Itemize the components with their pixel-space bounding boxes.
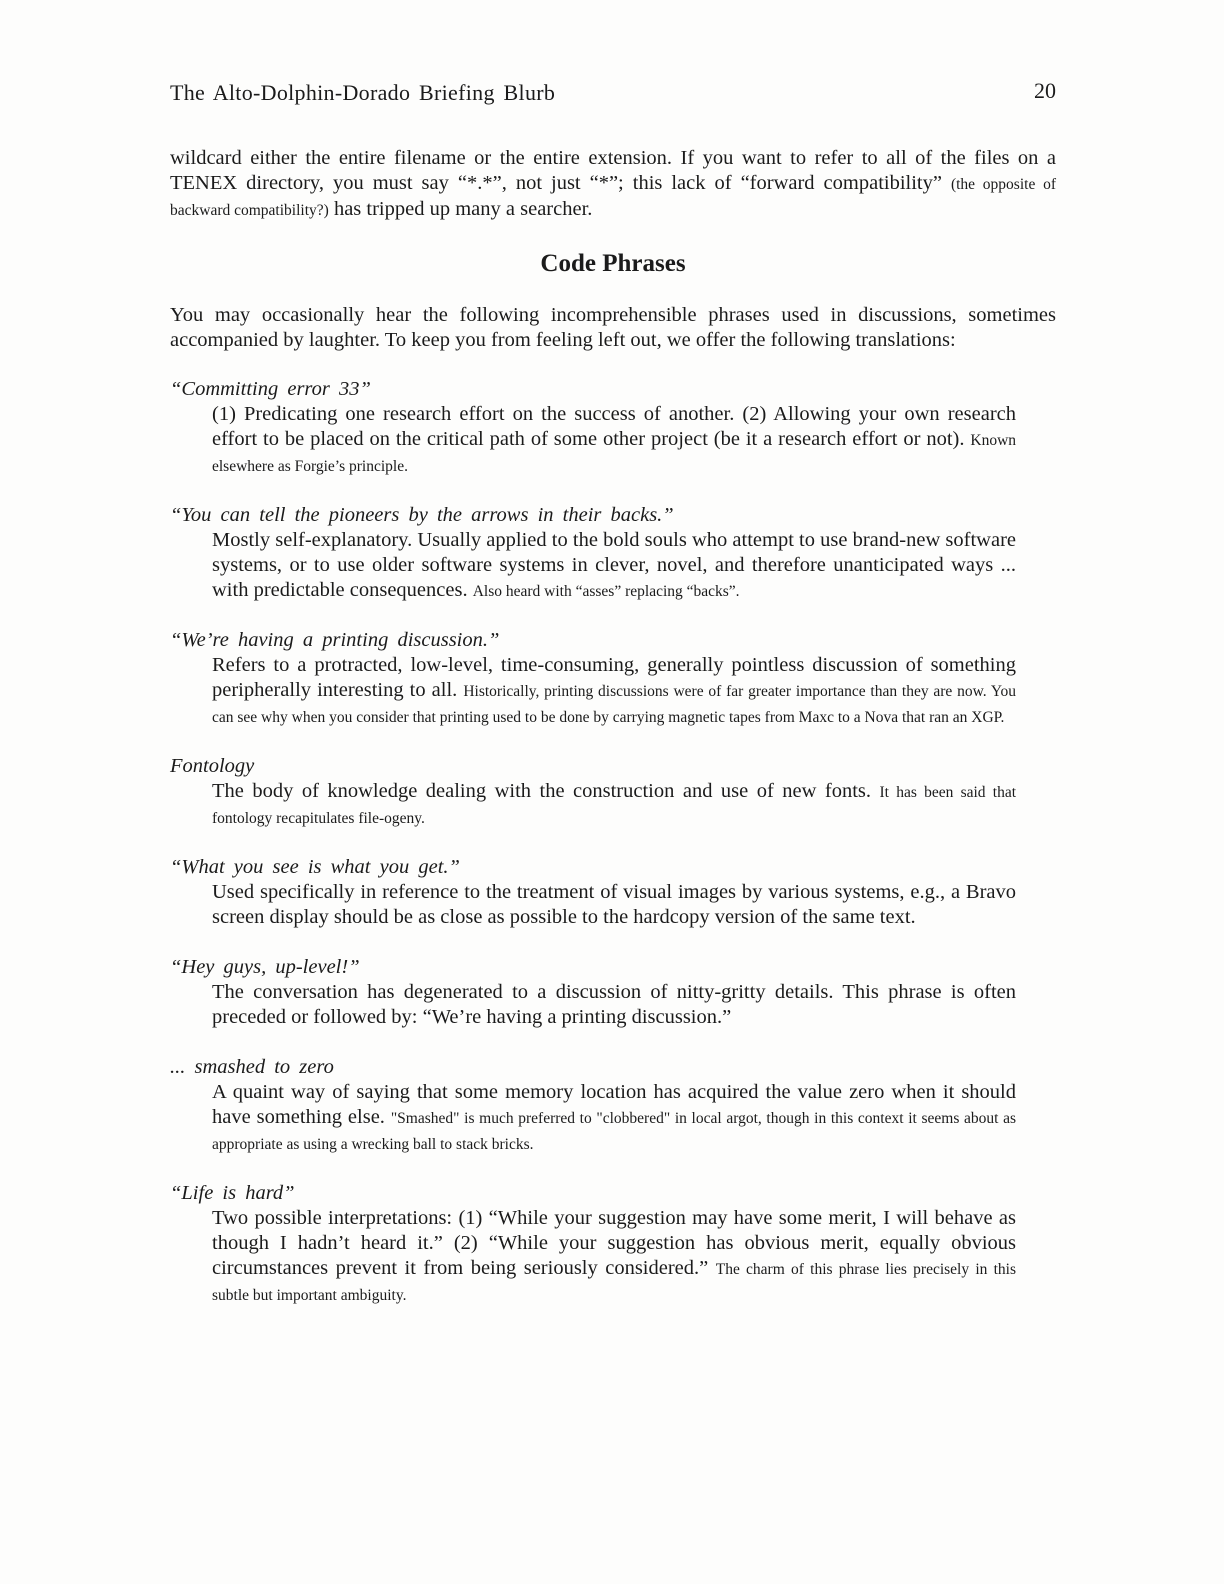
- intro-tail: has tripped up many a searcher.: [333, 198, 593, 220]
- glossary-entry: [170, 1181, 1056, 1308]
- glossary-entry: [170, 1055, 1056, 1157]
- definition-note: Known elsewhere as Forgie’s principle.: [212, 432, 1017, 475]
- glossary-definition: [212, 980, 1016, 1031]
- glossary-term: “You can tell the pioneers by the arrows in their backs.”: [170, 504, 674, 526]
- glossary-term: “Life is hard”: [170, 1182, 295, 1204]
- definition-text: Used specifically in reference to the treatment of visual images by various systems, e.g., a Bravo screen display should be as close as possible to the hardcopy version of the same text.: [212, 881, 1016, 928]
- definition-text: (1) Predicating one research effort on the success of another. (2) Allowing your own research effort to be placed on the critical path of some other project (be it a research effort or not).: [212, 403, 1016, 450]
- definition-note: Historically, printing discussions were of far greater importance than they are now. You can see why when you consider that printing used to be done by carrying magnetic tapes from Maxc to a Nova that ran an XGP.: [212, 683, 1017, 726]
- glossary-entry: [170, 754, 1056, 831]
- definition-note: Also heard with “asses” replacing “backs”.: [472, 583, 740, 600]
- definition-text: Mostly self-explanatory. Usually applied to the bold souls who attempt to use brand-new software systems, or to use older software systems in clever, novel, and therefore unanticipated ways ... with predictable consequences.: [212, 529, 1016, 601]
- definition-note: "Smashed" is much preferred to "clobbered" in local argot, though in this context it seems about as appropriate as using a wrecking ball to stack bricks.: [212, 1110, 1017, 1153]
- glossary-term: Fontology: [170, 755, 255, 777]
- definition-text: The body of knowledge dealing with the construction and use of new fonts.: [212, 780, 872, 802]
- intro-aside: (the opposite of backward compatibility?): [170, 176, 1056, 219]
- glossary-entry: [170, 377, 1056, 479]
- glossary-definition: [212, 1206, 1016, 1308]
- definition-text: Refers to a protracted, low-level, time-consuming, generally pointless discussion of something peripherally interesting to all.: [212, 654, 1016, 701]
- definition-text: The conversation has degenerated to a discussion of nitty-gritty details. This phrase is often preceded or followed by: “We’re having a printing discussion.”: [212, 981, 1016, 1028]
- glossary-definition: [212, 1080, 1016, 1157]
- section-title: Code Phrases: [540, 250, 686, 277]
- page-body: [170, 146, 1056, 1308]
- glossary-definition: [212, 528, 1016, 604]
- definition-text: A quaint way of saying that some memory location has acquired the value zero when it should have something else.: [212, 1081, 1016, 1128]
- page-number: 20: [1034, 78, 1056, 103]
- intro-text: wildcard either the entire filename or the entire extension. If you want to refer to all of the files on a TENEX directory, you must say “*.*”, not just “*”; this lack of “forward compatibility”: [170, 147, 1056, 194]
- definition-note: It has been said that fontology recapitulates file-ogeny.: [212, 784, 1017, 827]
- section-lead-paragraph: You may occasionally hear the following incomprehensible phrases used in discussions, sometimes accompanied by laughter. To keep you from feeling left out, we offer the following translations:: [170, 304, 1056, 351]
- definition-text: Two possible interpretations: (1) “While your suggestion may have some merit, I will behave as though I hadn’t heard it.” (2) “While your suggestion has obvious merit, equally obvious circumstances prevent it from being seriously considered.”: [212, 1207, 1016, 1279]
- glossary-term: “Committing error 33”: [170, 378, 371, 400]
- glossary-entry: [170, 955, 1056, 1031]
- glossary-definition: [212, 880, 1016, 931]
- running-head-title: The Alto-Dolphin-Dorado Briefing Blurb: [170, 80, 556, 105]
- glossary-definition: [212, 402, 1016, 479]
- definition-note: The charm of this phrase lies precisely in this subtle but important ambiguity.: [212, 1261, 1017, 1304]
- glossary-term: “We’re having a printing discussion.”: [170, 629, 500, 651]
- glossary-definition: [212, 653, 1016, 730]
- glossary-term: ... smashed to zero: [170, 1056, 334, 1078]
- glossary-term: “Hey guys, up-level!”: [170, 956, 360, 978]
- glossary-entry: [170, 855, 1056, 931]
- glossary-entry: [170, 628, 1056, 730]
- glossary-entry: [170, 503, 1056, 604]
- glossary-definition: [212, 779, 1016, 831]
- glossary-term: “What you see is what you get.”: [170, 856, 460, 878]
- intro-paragraph: [170, 146, 1056, 223]
